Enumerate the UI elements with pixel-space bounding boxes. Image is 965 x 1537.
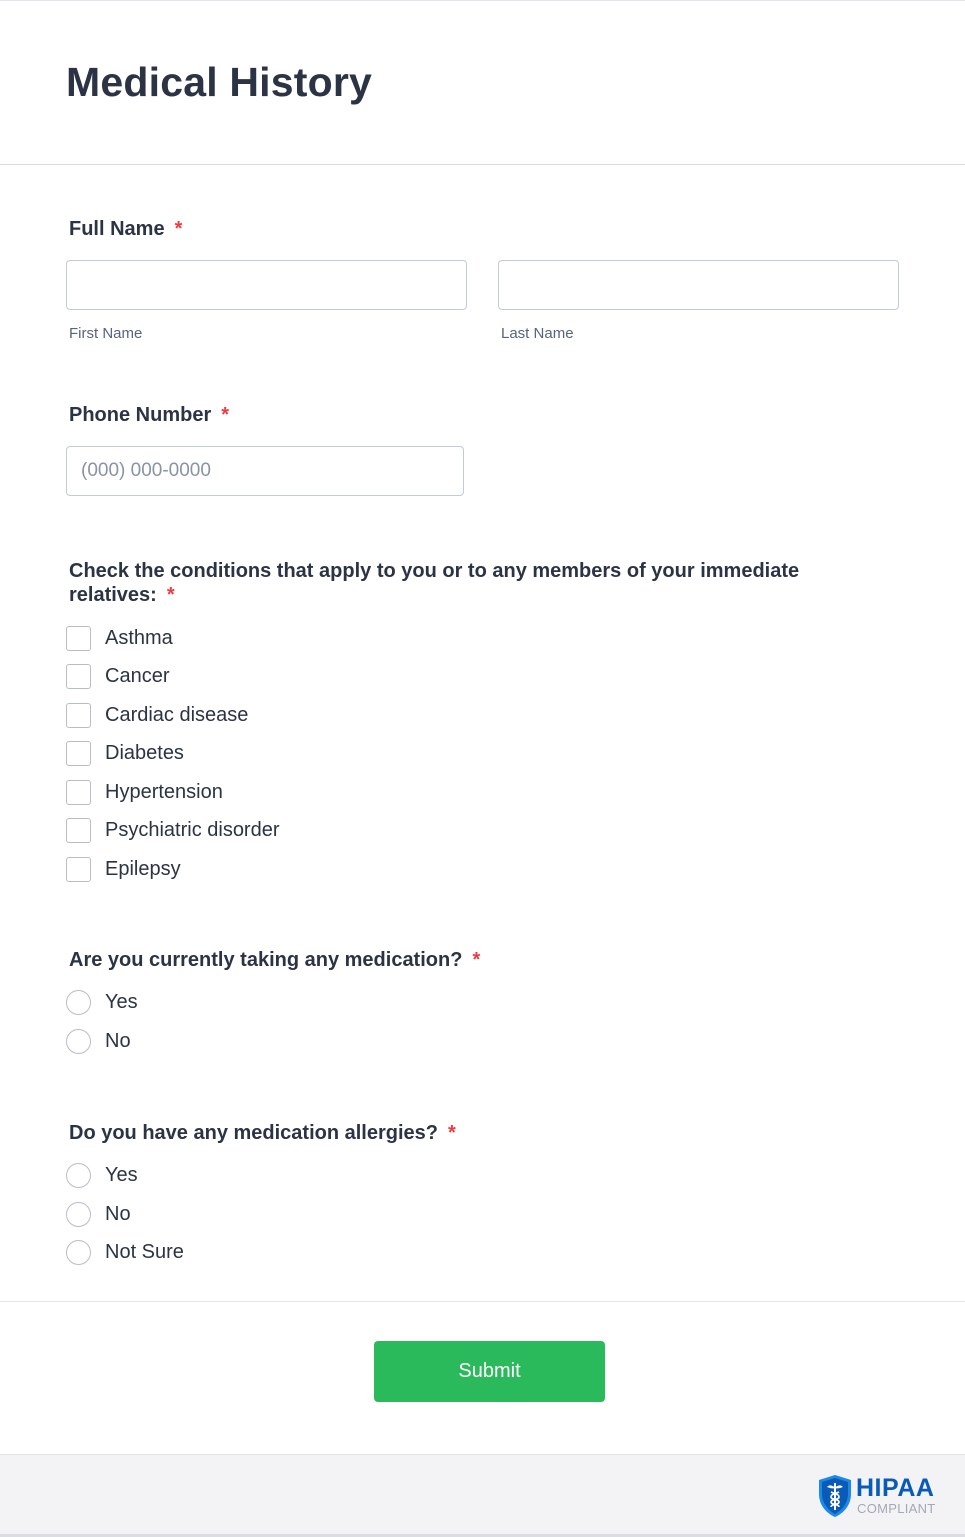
medication-radio[interactable] (66, 1029, 91, 1054)
allergies-radio[interactable] (66, 1163, 91, 1188)
allergies-label-text: Do you have any medication allergies? (69, 1122, 439, 1144)
form-title: Medical History (66, 59, 373, 105)
condition-option-diabetes[interactable] (66, 740, 184, 766)
condition-option-label: Diabetes (105, 741, 184, 764)
hipaa-title: HIPAA (856, 1474, 935, 1502)
medication-label-text: Are you currently taking any medication? (69, 949, 463, 971)
required-asterisk: * (448, 1122, 456, 1144)
medication-option-no[interactable] (66, 1028, 131, 1054)
phone-label-text: Phone Number (69, 404, 212, 426)
conditions-label (69, 559, 869, 607)
medication-label (69, 948, 480, 972)
condition-option-asthma[interactable] (66, 625, 173, 651)
last-name-sublabel: Last Name (501, 325, 574, 342)
allergies-option-label: Not Sure (105, 1240, 184, 1263)
condition-option-label: Hypertension (105, 780, 223, 803)
first-name-input[interactable] (66, 260, 467, 310)
conditions-label-text: Check the conditions that apply to you or to any members of your immediate relatives: (69, 560, 800, 606)
condition-option-epilepsy[interactable] (66, 856, 181, 882)
hipaa-badge (817, 1474, 947, 1518)
section-divider (0, 1301, 965, 1302)
allergies-option-label: Yes (105, 1163, 138, 1186)
caduceus-shield-icon (817, 1474, 853, 1518)
allergies-radio[interactable] (66, 1202, 91, 1227)
medication-option-yes[interactable] (66, 989, 138, 1015)
condition-checkbox[interactable] (66, 780, 91, 805)
condition-option-cancer[interactable] (66, 663, 169, 689)
condition-checkbox[interactable] (66, 664, 91, 689)
allergies-radio[interactable] (66, 1240, 91, 1265)
condition-checkbox[interactable] (66, 703, 91, 728)
medication-option-label: Yes (105, 990, 138, 1013)
phone-number-input[interactable] (66, 446, 464, 496)
allergies-option-yes[interactable] (66, 1162, 138, 1188)
allergies-option-not-sure[interactable] (66, 1239, 184, 1265)
condition-option-label: Cancer (105, 664, 170, 687)
required-asterisk: * (472, 949, 481, 971)
last-name-input[interactable] (498, 260, 899, 310)
condition-option-label: Asthma (105, 626, 173, 649)
condition-option-psychiatric-disorder[interactable] (66, 817, 280, 843)
phone-label (69, 403, 229, 427)
medication-option-label: No (105, 1029, 131, 1052)
condition-checkbox[interactable] (66, 741, 91, 766)
condition-checkbox[interactable] (66, 818, 91, 843)
medication-radio[interactable] (66, 990, 91, 1015)
allergies-label (69, 1121, 456, 1145)
allergies-option-label: No (105, 1202, 131, 1225)
hipaa-subtitle: COMPLIANT (857, 1501, 936, 1516)
condition-option-label: Cardiac disease (105, 703, 249, 726)
required-asterisk: * (174, 218, 183, 240)
condition-option-cardiac-disease[interactable] (66, 702, 248, 728)
allergies-option-no[interactable] (66, 1201, 131, 1227)
full-name-label-text: Full Name (69, 218, 165, 240)
condition-option-label: Psychiatric disorder (105, 818, 280, 841)
condition-option-hypertension[interactable] (66, 779, 223, 805)
first-name-sublabel: First Name (69, 325, 143, 342)
form-header (0, 1, 965, 165)
condition-checkbox[interactable] (66, 857, 91, 882)
condition-option-label: Epilepsy (105, 857, 181, 880)
full-name-label (69, 217, 182, 241)
required-asterisk: * (221, 404, 230, 426)
required-asterisk: * (166, 584, 175, 606)
condition-checkbox[interactable] (66, 626, 91, 651)
submit-button[interactable]: Submit (374, 1341, 605, 1402)
